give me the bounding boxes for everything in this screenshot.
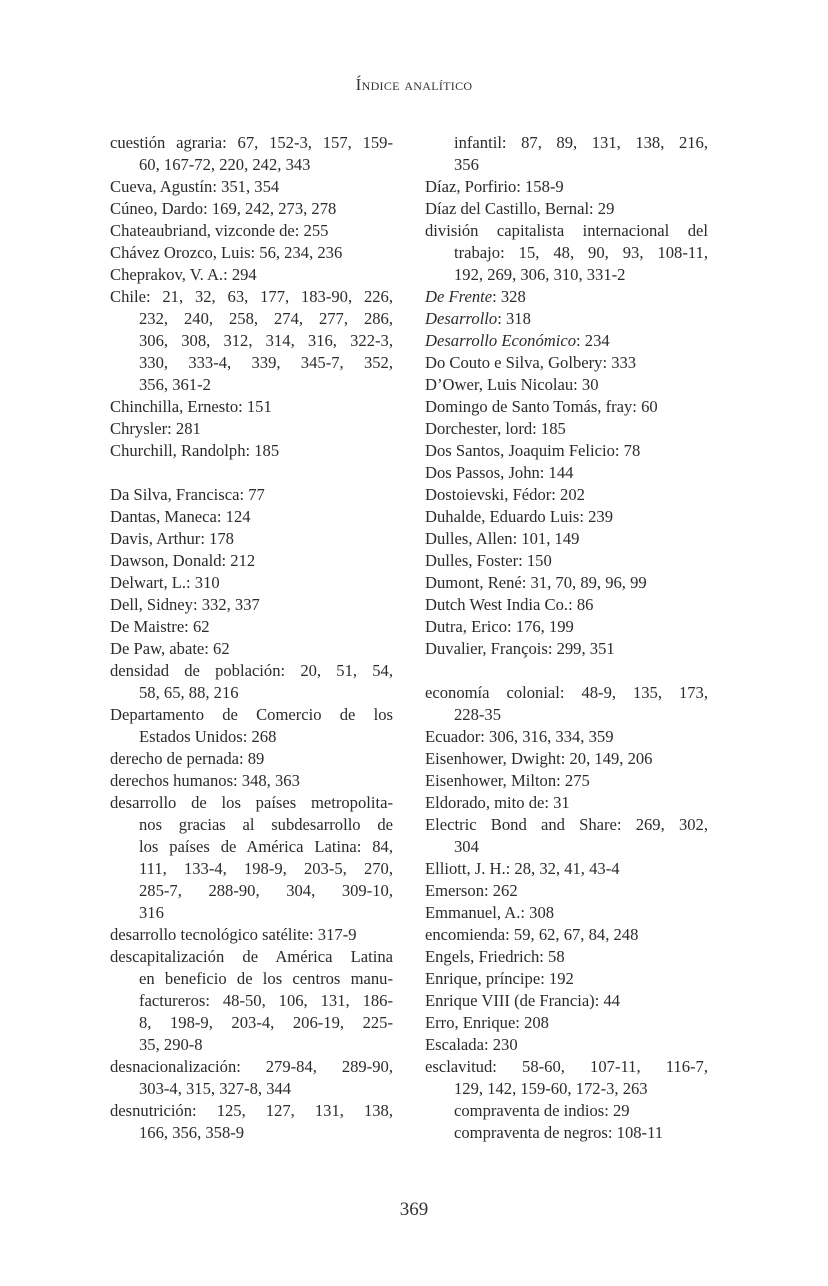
index-entry-line	[110, 418, 393, 440]
index-entry-text: Eisenhower, Milton: 275	[425, 771, 590, 790]
index-entry-text: desnutrición: 125, 127, 131, 138,	[110, 1101, 393, 1120]
index-entry	[425, 968, 708, 990]
index-entry-line	[425, 286, 708, 308]
index-entry	[110, 220, 393, 242]
index-entry-line	[110, 484, 393, 506]
index-entry	[425, 352, 708, 374]
index-entry-text: economía colonial: 48-9, 135, 173,	[425, 683, 708, 702]
index-entry-line	[139, 726, 393, 748]
index-entry	[425, 418, 708, 440]
index-entry-text: 356, 361-2	[139, 375, 211, 394]
index-entry-text: Chile: 21, 32, 63, 177, 183-90, 226,	[110, 287, 393, 306]
index-entry	[110, 748, 393, 770]
index-entry	[110, 946, 393, 1056]
index-entry-line	[425, 198, 708, 220]
index-entry-text: desarrollo tecnológico satélite: 317-9	[110, 925, 357, 944]
index-entry-line	[139, 968, 393, 990]
index-subentry	[425, 1122, 708, 1144]
index-entry-text: Cúneo, Dardo: 169, 242, 273, 278	[110, 199, 337, 218]
index-entry-text: Dos Santos, Joaquim Felicio: 78	[425, 441, 641, 460]
index-entry-line	[454, 704, 708, 726]
index-entry-text: Dorchester, lord: 185	[425, 419, 566, 438]
index-entry-text: 330, 333-4, 339, 345-7, 352,	[139, 353, 393, 372]
index-entry-line	[139, 682, 393, 704]
index-entry-text: Dawson, Donald: 212	[110, 551, 256, 570]
index-entry	[425, 506, 708, 528]
index-entry-text: Estados Unidos: 268	[139, 727, 277, 746]
index-entry	[425, 726, 708, 748]
index-entry-line	[454, 1122, 708, 1144]
index-entry-line	[110, 792, 393, 814]
index-entry-text: Cueva, Agustín: 351, 354	[110, 177, 280, 196]
index-entry-text: 306, 308, 312, 314, 316, 322-3,	[139, 331, 393, 350]
index-entry-text: Departamento de Comercio de los	[110, 705, 393, 724]
index-entry-text: Chinchilla, Ernesto: 151	[110, 397, 272, 416]
index-entry	[425, 924, 708, 946]
index-entry	[425, 902, 708, 924]
index-entry	[425, 1034, 708, 1056]
index-entry	[110, 572, 393, 594]
index-entry-line	[454, 264, 708, 286]
index-entry-line	[110, 132, 393, 154]
index-entry-line	[139, 1034, 393, 1056]
letter-section-gap	[425, 660, 708, 682]
index-entry-text: Do Couto e Silva, Golbery: 333	[425, 353, 637, 372]
index-entry	[425, 990, 708, 1012]
index-entry-line	[110, 1100, 393, 1122]
index-entry-line	[425, 902, 708, 924]
index-entry-line	[110, 220, 393, 242]
index-entry-line	[139, 990, 393, 1012]
index-entry-text: Delwart, L.: 310	[110, 573, 220, 592]
index-entry	[425, 594, 708, 616]
index-entry-text: Davis, Arthur: 178	[110, 529, 234, 548]
index-entry-text: desnacionalización: 279-84, 289-90,	[110, 1057, 393, 1076]
index-entry-text: Escalada: 230	[425, 1035, 518, 1054]
index-entry-text: Chávez Orozco, Luis: 56, 234, 236	[110, 243, 343, 262]
index-entry-text: encomienda: 59, 62, 67, 84, 248	[425, 925, 639, 944]
index-entry-text: división capitalista internacional del	[425, 221, 708, 240]
index-entry-text: Dell, Sidney: 332, 337	[110, 595, 260, 614]
index-entry	[110, 396, 393, 418]
index-entry-text: Emmanuel, A.: 308	[425, 903, 555, 922]
index-entry-text: derecho de pernada: 89	[110, 749, 265, 768]
index-entry	[425, 682, 708, 726]
index-entry	[110, 638, 393, 660]
index-entry-line	[425, 506, 708, 528]
page-number: 369	[399, 1199, 429, 1220]
index-entry	[425, 638, 708, 660]
index-entry-line	[110, 704, 393, 726]
index-entry	[425, 396, 708, 418]
index-entry	[425, 550, 708, 572]
index-entry	[425, 1012, 708, 1034]
index-entry-text: los países de América Latina: 84,	[139, 837, 393, 856]
index-entry-text: : 328	[492, 287, 526, 306]
index-entry-text: 303-4, 315, 327-8, 344	[139, 1079, 292, 1098]
index-entry-line	[139, 374, 393, 396]
index-entry	[110, 550, 393, 572]
index-entry-line	[425, 594, 708, 616]
index-entry-line	[110, 660, 393, 682]
index-entry-line	[425, 968, 708, 990]
index-entry	[110, 418, 393, 440]
index-entry-line	[425, 616, 708, 638]
index-entry-line	[110, 528, 393, 550]
index-entry	[110, 704, 393, 748]
index-entry-text: : 234	[576, 331, 610, 350]
index-entry-line	[454, 154, 708, 176]
index-entry	[110, 176, 393, 198]
index-entry-line	[110, 770, 393, 792]
index-entry	[425, 176, 708, 198]
index-entry-text: 304	[454, 837, 479, 856]
index-entry	[110, 594, 393, 616]
index-entry-text: : 318	[497, 309, 531, 328]
index-entry-line	[454, 132, 708, 154]
index-entry-line	[425, 880, 708, 902]
index-entry-line	[425, 682, 708, 704]
index-entry-line	[425, 770, 708, 792]
index-entry-line	[139, 1078, 393, 1100]
index-entry	[110, 264, 393, 286]
index-entry	[110, 198, 393, 220]
index-entry-text: Dantas, Maneca: 124	[110, 507, 251, 526]
index-entry-text: 129, 142, 159-60, 172-3, 263	[454, 1079, 648, 1098]
index-entry	[425, 462, 708, 484]
index-entry	[110, 792, 393, 924]
index-entry-line	[425, 330, 708, 352]
index-entry-text: 58, 65, 88, 216	[139, 683, 239, 702]
index-entry	[425, 616, 708, 638]
index-entry-line	[425, 1056, 708, 1078]
index-entry-text: cuestión agraria: 67, 152-3, 157, 159-	[110, 133, 393, 152]
index-entry-text: Elliott, J. H.: 28, 32, 41, 43-4	[425, 859, 620, 878]
index-entry	[425, 858, 708, 880]
index-entry-line	[425, 990, 708, 1012]
running-header: Índice analítico	[355, 75, 473, 94]
index-entry-line	[139, 1122, 393, 1144]
index-entry-text: Dulles, Allen: 101, 149	[425, 529, 580, 548]
index-entry-line	[425, 814, 708, 836]
index-entry-line	[139, 858, 393, 880]
index-entry-text: 192, 269, 306, 310, 331-2	[454, 265, 626, 284]
index-entry-line	[110, 264, 393, 286]
index-entry-line	[110, 176, 393, 198]
index-entry-line	[425, 220, 708, 242]
index-entry-text: 228-35	[454, 705, 502, 724]
index-entry-text: densidad de población: 20, 51, 54,	[110, 661, 393, 680]
index-entry	[425, 880, 708, 902]
index-entry-text: 232, 240, 258, 274, 277, 286,	[139, 309, 393, 328]
index-entry-text: 8, 198-9, 203-4, 206-19, 225-	[139, 1013, 393, 1032]
index-entry	[425, 440, 708, 462]
index-entry	[110, 616, 393, 638]
index-entry	[425, 286, 708, 308]
index-entry-text: derechos humanos: 348, 363	[110, 771, 300, 790]
index-entry-text: Dumont, René: 31, 70, 89, 96, 99	[425, 573, 647, 592]
index-entry-text: esclavitud: 58-60, 107-11, 116-7,	[425, 1057, 708, 1076]
index-entry	[110, 924, 393, 946]
index-entry	[425, 308, 708, 330]
index-entry-line	[139, 902, 393, 924]
index-entry	[425, 814, 708, 858]
index-entry-text: Díaz, Porfirio: 158-9	[425, 177, 564, 196]
index-entry-text: en beneficio de los centros manu-	[139, 969, 393, 988]
index-entry-line	[425, 462, 708, 484]
index-entry	[425, 770, 708, 792]
index-entry-line	[454, 1100, 708, 1122]
index-entry-line	[139, 1012, 393, 1034]
index-entry-text: Ecuador: 306, 316, 334, 359	[425, 727, 614, 746]
index-entry-line	[454, 836, 708, 858]
index-entry	[425, 946, 708, 968]
index-entry-line	[425, 396, 708, 418]
periodical-title: Desarrollo	[425, 309, 498, 328]
index-entry-line	[139, 880, 393, 902]
index-entry-line	[110, 924, 393, 946]
index-entry	[110, 484, 393, 506]
index-entry-line	[425, 726, 708, 748]
index-entry-line	[139, 352, 393, 374]
index-entry-line	[425, 748, 708, 770]
index-entry-text: Da Silva, Francisca: 77	[110, 485, 265, 504]
index-entry	[110, 528, 393, 550]
index-entry-text: 35, 290-8	[139, 1035, 203, 1054]
index-entry-line	[110, 242, 393, 264]
periodical-title: De Frente	[425, 287, 493, 306]
index-entry-line	[110, 286, 393, 308]
index-entry	[425, 792, 708, 814]
index-entry	[110, 506, 393, 528]
index-entry-text: Duvalier, François: 299, 351	[425, 639, 615, 658]
index-entry	[425, 528, 708, 550]
index-entry-line	[454, 242, 708, 264]
index-entry-text: Eisenhower, Dwight: 20, 149, 206	[425, 749, 653, 768]
index-entry	[110, 242, 393, 264]
index-entry-text: De Maistre: 62	[110, 617, 210, 636]
letter-section-gap	[110, 462, 393, 484]
index-entry-line	[425, 1034, 708, 1056]
index-entry-line	[139, 814, 393, 836]
index-entry-text: Díaz del Castillo, Bernal: 29	[425, 199, 615, 218]
index-entry-line	[110, 1056, 393, 1078]
index-entry-line	[110, 748, 393, 770]
index-entry-line	[110, 572, 393, 594]
index-entry-line	[425, 308, 708, 330]
index-entry-line	[425, 352, 708, 374]
index-entry-text: Chrysler: 281	[110, 419, 201, 438]
index-entry-line	[425, 528, 708, 550]
index-entry	[425, 330, 708, 352]
index-entry-text: 166, 356, 358-9	[139, 1123, 245, 1142]
index-entry-text: 356	[454, 155, 479, 174]
index-entry-text: Electric Bond and Share: 269, 302,	[425, 815, 708, 834]
index-entry-line	[110, 440, 393, 462]
index-entry-text: Churchill, Randolph: 185	[110, 441, 280, 460]
index-entry-text: Dutra, Erico: 176, 199	[425, 617, 574, 636]
index-entry-line	[425, 1012, 708, 1034]
index-entry	[110, 132, 393, 176]
index-entry-text: compraventa de indios: 29	[454, 1101, 630, 1120]
index-entry-line	[139, 154, 393, 176]
index-entry-text: desarrollo de los países metropolita-	[110, 793, 393, 812]
index-entry-text: trabajo: 15, 48, 90, 93, 108-11,	[454, 243, 708, 262]
index-entry-text: Duhalde, Eduardo Luis: 239	[425, 507, 614, 526]
index-entry-line	[110, 946, 393, 968]
index-entry-line	[110, 506, 393, 528]
index-entry-line	[425, 440, 708, 462]
index-entry-line	[425, 374, 708, 396]
index-entry-text: Enrique, príncipe: 192	[425, 969, 574, 988]
index-entry-text: Dutch West India Co.: 86	[425, 595, 594, 614]
index-entry-line	[425, 418, 708, 440]
index-entry-text: infantil: 87, 89, 131, 138, 216,	[454, 133, 708, 152]
index-entry-line	[425, 924, 708, 946]
index-entry	[425, 572, 708, 594]
index-entry-line	[425, 572, 708, 594]
index-entry-line	[454, 1078, 708, 1100]
index-entry-text: Chateaubriand, vizconde de: 255	[110, 221, 329, 240]
index-entry-text: nos gracias al subdesarrollo de	[139, 815, 393, 834]
index-entry-line	[110, 638, 393, 660]
index-entry-text: Dos Passos, John: 144	[425, 463, 574, 482]
index-entry-text: 111, 133-4, 198-9, 203-5, 270,	[139, 859, 393, 878]
index-entry-line	[110, 198, 393, 220]
index-entry-text: 60, 167-72, 220, 242, 343	[139, 155, 311, 174]
index-entry-text: Domingo de Santo Tomás, fray: 60	[425, 397, 658, 416]
index-entry-text: Dulles, Foster: 150	[425, 551, 552, 570]
index-entry-line	[425, 792, 708, 814]
index-entry-text: De Paw, abate: 62	[110, 639, 230, 658]
periodical-title: Desarrollo Económico	[425, 331, 577, 350]
index-entry-text: D’Ower, Luis Nicolau: 30	[425, 375, 599, 394]
index-entry	[425, 1056, 708, 1100]
index-entry-line	[139, 330, 393, 352]
index-entry	[110, 440, 393, 462]
index-entry-text: 316	[139, 903, 164, 922]
index-entry-line	[425, 638, 708, 660]
index-entry-line	[425, 550, 708, 572]
index-entry-line	[110, 594, 393, 616]
index-entry	[425, 484, 708, 506]
index-entry	[425, 374, 708, 396]
index-entry-text: descapitalización de América Latina	[110, 947, 393, 966]
index-entry	[425, 132, 708, 176]
index-entry-text: Eldorado, mito de: 31	[425, 793, 570, 812]
index-entry-line	[110, 550, 393, 572]
index-entry	[425, 220, 708, 286]
index-entry	[110, 1100, 393, 1144]
index-entry-line	[110, 616, 393, 638]
index-column-left	[110, 132, 393, 1144]
index-entry	[110, 286, 393, 396]
index-entry-line	[110, 396, 393, 418]
index-entry-line	[425, 484, 708, 506]
index-entry-text: 285-7, 288-90, 304, 309-10,	[139, 881, 393, 900]
index-subentry	[425, 1100, 708, 1122]
index-entry-text: factureros: 48-50, 106, 131, 186-	[139, 991, 393, 1010]
index-entry-line	[139, 308, 393, 330]
index-entry-text: Dostoievski, Fédor: 202	[425, 485, 585, 504]
index-entry	[110, 770, 393, 792]
index-entry	[425, 748, 708, 770]
index-entry-line	[425, 176, 708, 198]
index-entry	[110, 1056, 393, 1100]
index-entry	[425, 198, 708, 220]
index-entry-line	[425, 946, 708, 968]
index-entry-line	[425, 858, 708, 880]
index-entry	[110, 660, 393, 704]
index-entry-text: Enrique VIII (de Francia): 44	[425, 991, 621, 1010]
index-entry-text: Cheprakov, V. A.: 294	[110, 265, 257, 284]
index-entry-text: Erro, Enrique: 208	[425, 1013, 549, 1032]
index-entry-line	[139, 836, 393, 858]
index-entry-text: compraventa de negros: 108-11	[454, 1123, 664, 1142]
index-column-right	[425, 132, 708, 1144]
index-entry-text: Engels, Friedrich: 58	[425, 947, 565, 966]
index-entry-text: Emerson: 262	[425, 881, 518, 900]
